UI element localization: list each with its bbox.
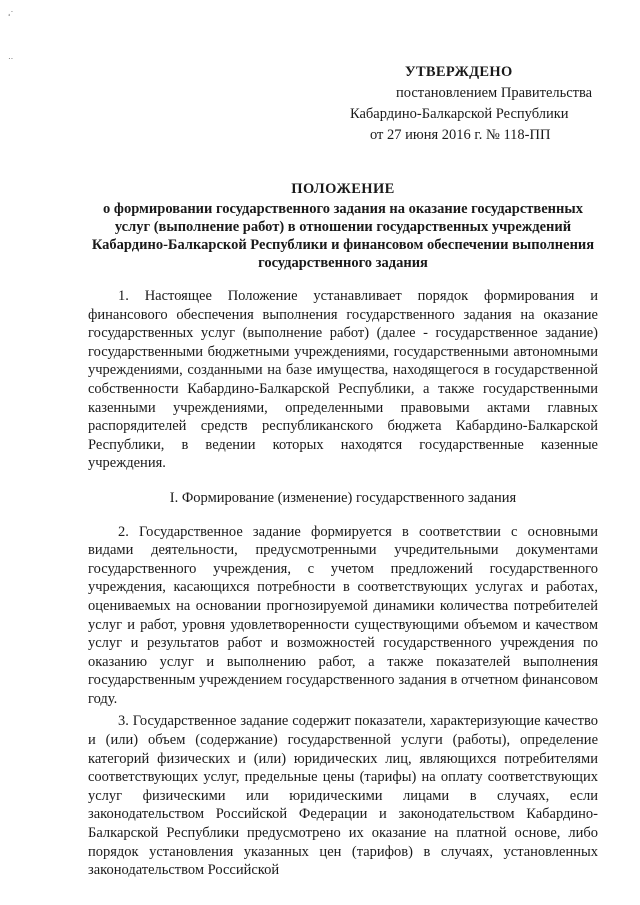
scan-artifact-mark: ¸· <box>8 7 14 16</box>
document-heading: ПОЛОЖЕНИЕ <box>291 181 395 197</box>
approval-stamp: УТВЕРЖДЕНО <box>405 64 513 80</box>
paragraph-1: 1. Настоящее Положение устанавливает порядок формирования и финансового обеспечения выполнения государственного задания на оказание государственных услуг (выполнение работ) (далее - государственное задание) государственными бюджетными учреждениями, государственными автономными учреждениями, созданными на базе имущества, находящегося в государственной собственности Кабардино-Балкарской Республики, а также государственными казенными учреждениями, определенными правовыми актами главных распорядителей средств республиканского бюджета Кабардино-Балкарской Республики, в ведении которых находятся государственные казенные учреждения. <box>88 288 598 472</box>
document-subtitle: о формировании государственного задания на оказание государственных услуг (выполнение работ) в отношении государственных учреждений Кабардино-Балкарской Республики и финансовом обеспечении выполнения государственного задания <box>91 201 595 271</box>
approval-date-number: от 27 июня 2016 г. № 118-ПП <box>370 127 551 143</box>
section-heading-1: I. Формирование (изменение) государственного задания <box>169 489 517 506</box>
approval-issuer-line: постановлением Правительства <box>396 85 593 101</box>
approval-issuer-region: Кабардино-Балкарской Республики <box>350 106 569 122</box>
paragraph-2: 2. Государственное задание формируется в соответствии с основными видами деятельности, предусмотренными учредительными документами государственного учреждения, с учетом предложений государственного учреждения, касающихся потребности в соответствующих услугах и работах, оцениваемых на основании прогнозируемой динамики количества потребителей услуг и работ, уровня удовлетворенности существующими объемом и качеством услуг и результатов работ и возможностей государственного учреждения по оказанию услуг и выполнению работ, а также показателей выполнения государственным учреждением государственного задания в отчетном финансовом году. <box>88 523 598 707</box>
scan-artifact-mark: ·· <box>8 54 14 63</box>
document-title-block <box>88 180 598 272</box>
approval-block <box>350 62 615 146</box>
document-body <box>88 287 598 880</box>
paragraph-3: 3. Государственное задание содержит показатели, характеризующие качество и (или) объем (содержание) государственной услуги (работы), определение категорий физических и (или) юридических лиц, являющихся потребителями соответствующих услуг, предельные цены (тарифы) на оплату соответствующих услуг физическими или юридическими лицами в случаях, если законодательством Российской Федерации и законодательством Кабардино-Балкарской Республики предусмотрено их оказание на платной основе, либо порядок установления указанных цен (тарифов) в случаях, установленных законодательством Российской <box>88 713 598 879</box>
